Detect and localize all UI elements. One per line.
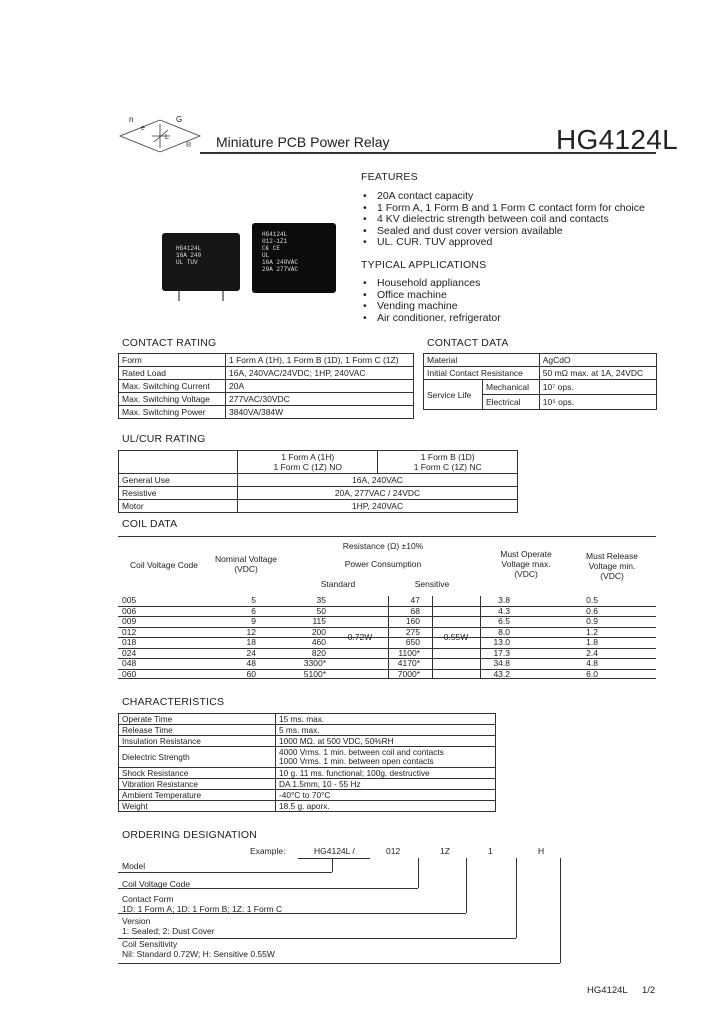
relay-marking: 16A 240VAC (262, 259, 299, 266)
footer-model: HG4124L (587, 985, 628, 996)
table-cell: 10 g. 11 ms. functional; 100g. destructive (276, 768, 496, 779)
table-cell: Motor (119, 500, 238, 513)
features-list (361, 191, 681, 249)
table-cell: 1100* (398, 647, 420, 658)
table-row (118, 606, 656, 617)
header-divider (200, 152, 656, 154)
table-cell: 16A, 240VAC (238, 474, 518, 487)
table-cell: 50 (316, 605, 326, 616)
table-cell: 18 (246, 637, 256, 647)
table-cell: 34.8 (493, 658, 510, 668)
table-row (118, 596, 656, 606)
table-cell: 820 (311, 647, 326, 658)
ordering-part-coil: 012 (386, 846, 401, 856)
table-cell: 24 (246, 647, 256, 658)
table-cell: 50 mΩ max. at 1A, 24VDC (539, 367, 656, 380)
application-item: • Air conditioner, refrigerator (361, 313, 681, 325)
table-cell: 12 (246, 626, 256, 637)
table-cell: 0.5 (586, 595, 598, 605)
relay-marking: 16A 240 (176, 252, 202, 259)
table-cell: 4170* (397, 658, 420, 668)
ordering-contact-form (122, 894, 282, 914)
table-cell: 275 (405, 626, 420, 637)
table-cell: 18.5 g. aporx. (276, 801, 496, 812)
table-row (119, 714, 496, 725)
ordering-line: Version (122, 916, 151, 926)
feature-item: • 20A contact capacity (361, 191, 681, 203)
coil-header-line: Must Operate (500, 549, 552, 559)
table-row (119, 380, 414, 393)
relay-marking: HG4124L (176, 245, 202, 252)
relay-marking: HG4124L (262, 231, 288, 238)
table-cell: Shock Resistance (119, 768, 276, 779)
table-cell: Initial Contact Resistance (424, 367, 540, 380)
table-cell: Service Life (424, 380, 483, 410)
table-cell: 2.4 (586, 647, 598, 658)
table-cell: 048 (122, 658, 137, 668)
coil-header-line: (VDC) (234, 564, 258, 574)
ul-col2-line: 1 Form B (1D) (420, 452, 475, 462)
table-cell: Resistive (119, 487, 238, 500)
ordering-title: ORDERING DESIGNATION (122, 829, 258, 841)
ordering-part-version: 1 (488, 846, 493, 856)
coil-header-operate (482, 549, 570, 579)
table-cell: 3.8 (498, 595, 510, 605)
table-row (118, 659, 656, 670)
ul-col2-line: 1 Form C (1Z) NC (413, 462, 482, 472)
table-row (119, 406, 414, 419)
table-cell: General Use (119, 474, 238, 487)
table-cell: 0.9 (586, 616, 598, 626)
logo-letter: G (176, 115, 183, 124)
application-item: • Office machine (361, 290, 681, 302)
table-cell: Release Time (119, 725, 276, 736)
table-row (119, 367, 414, 380)
relay-marking: UL TUV (176, 259, 198, 266)
coil-power-standard: 0.72W (347, 632, 373, 642)
table-cell: 009 (122, 616, 137, 626)
coil-header-line: Nominal Voltage (215, 554, 277, 564)
table-cell: 200 (311, 626, 326, 637)
coil-rows (118, 596, 656, 679)
table-row (119, 474, 518, 487)
table-cell: 15 ms. max. (276, 714, 496, 725)
features-title: FEATURES (361, 171, 418, 183)
feature-item: • Sealed and dust cover version available (361, 226, 681, 238)
coil-header-resistance: Resistance (Ω) ±10% (342, 541, 424, 551)
table-row (119, 747, 496, 768)
table-cell: 3300* (303, 658, 326, 668)
ordering-part-sensitivity: H (538, 846, 545, 856)
table-row (118, 617, 656, 628)
relay-marking: C€ CE (262, 245, 281, 252)
table-row (119, 354, 414, 367)
table-cell: 5 ms. max. (276, 725, 496, 736)
table-cell: 3840VA/384W (226, 406, 414, 419)
table-row (119, 790, 496, 801)
table-row (119, 393, 414, 406)
ordering-line: Coil Sensitivity (122, 939, 178, 949)
ordering-line: 1: Sealed; 2: Dust Cover (122, 926, 215, 936)
ordering-line: 1D: 1 Form A; 1D: 1 Form B; 1Z: 1 Form C (122, 904, 283, 914)
coil-header-code: Coil Voltage Code (129, 560, 199, 570)
logo-letter: L (165, 134, 169, 141)
coil-header-power: Power Consumption (344, 559, 422, 569)
table-cell (276, 747, 496, 768)
table-cell: 115 (312, 616, 326, 626)
relay-photo (160, 215, 340, 305)
table-cell: Ambient Temperature (119, 790, 276, 801)
table-cell: 10⁵ ops. (539, 395, 656, 410)
characteristics-table (118, 713, 496, 812)
table-cell: Max. Switching Power (119, 406, 226, 419)
table-cell: 1.8 (586, 637, 598, 647)
table-cell: 9 (251, 616, 256, 626)
table-cell: 277VAC/30VDC (226, 393, 414, 406)
table-cell: 1HP, 240VAC (238, 500, 518, 513)
table-cell: 650 (405, 637, 420, 647)
table-cell: 5100* (303, 668, 326, 679)
coil-data-table (118, 536, 656, 686)
relay-right-image (252, 223, 336, 293)
contact-rating-table (118, 353, 414, 419)
table-cell: 460 (311, 637, 326, 647)
contact-rating-title: CONTACT RATING (122, 337, 217, 349)
table-cell: Material (424, 354, 540, 367)
table-cell: 10⁷ ops. (539, 380, 656, 395)
ul-rating-table (118, 450, 518, 513)
coil-header-line: Voltage min. (588, 561, 636, 571)
table-cell: Form (119, 354, 226, 367)
relay-marking: UL (262, 252, 270, 259)
table-cell: 20A, 277VAC / 24VDC (238, 487, 518, 500)
table-cell: -40°C to 70°C (276, 790, 496, 801)
table-row (118, 648, 656, 659)
feature-item: • 4 KV dielectric strength between coil and contacts (361, 214, 681, 226)
table-cell: 68 (410, 605, 420, 616)
table-cell: 13.0 (493, 637, 510, 647)
page-subtitle: Miniature PCB Power Relay (216, 134, 390, 150)
feature-item: • 1 Form A, 1 Form B and 1 Form C contact form for choice (361, 203, 681, 215)
coil-header-nominal (204, 554, 288, 574)
table-row (118, 627, 656, 638)
table-cell: 012 (122, 626, 137, 637)
table-row (424, 354, 657, 367)
ordering-sensitivity (122, 939, 275, 959)
application-item: • Vending machine (361, 301, 681, 313)
table-cell: 35 (316, 595, 326, 605)
contact-data-table (423, 353, 657, 410)
table-cell: 0.6 (586, 605, 598, 616)
ordering-version (122, 916, 215, 936)
characteristics-title: CHARACTERISTICS (122, 696, 225, 708)
logo-letter: e (141, 125, 145, 132)
table-row (119, 801, 496, 812)
page-title: HG4124L (556, 124, 678, 155)
table-cell: 4.3 (498, 605, 510, 616)
coil-header-line: Must Release (586, 551, 638, 561)
table-cell: Operate Time (119, 714, 276, 725)
table-row (119, 487, 518, 500)
table-cell: Mechanical (483, 380, 540, 395)
application-item: • Household appliances (361, 278, 681, 290)
applications-title: TYPICAL APPLICATIONS (361, 259, 487, 271)
table-cell: Weight (119, 801, 276, 812)
table-cell: Max. Switching Current (119, 380, 226, 393)
table-cell: 1000 MΩ. at 500 VDC, 50%RH (276, 736, 496, 747)
ordering-coil-code: Coil Voltage Code (122, 879, 191, 889)
coil-header-release (570, 551, 654, 581)
table-cell: 160 (405, 616, 420, 626)
table-cell (238, 451, 378, 474)
contact-data-title: CONTACT DATA (427, 337, 509, 349)
table-row (119, 725, 496, 736)
table-row (118, 638, 656, 649)
logo-letter: n (129, 115, 134, 124)
table-cell (119, 451, 238, 474)
table-cell: 4.8 (586, 658, 598, 668)
table-row (119, 500, 518, 513)
table-row (118, 669, 656, 679)
ordering-part-model: HG4124L / (314, 846, 355, 856)
table-cell: 17.3 (493, 647, 510, 658)
table-cell: 005 (122, 595, 137, 605)
table-cell: 024 (122, 647, 137, 658)
table-cell: 16A, 240VAC/24VDC; 1HP, 240VAC (226, 367, 414, 380)
applications-list (361, 278, 681, 324)
char-value-line: 4000 Vrms. 1 min. between coil and contacts (279, 746, 444, 757)
table-cell: Max. Switching Voltage (119, 393, 226, 406)
table-cell: 5 (251, 595, 256, 605)
coil-header-sensitive: Sensitive (414, 579, 450, 589)
table-cell: 6.5 (498, 616, 510, 626)
coil-header-line: (VDC) (514, 569, 538, 579)
table-cell (378, 451, 518, 474)
table-row (424, 380, 657, 395)
table-cell: AgCdO (539, 354, 656, 367)
table-cell: 20A (226, 380, 414, 393)
table-cell: 47 (410, 595, 420, 605)
relay-left-image (162, 233, 240, 291)
ordering-part-form: 1Z (440, 846, 450, 856)
ordering-line: Contact Form (122, 894, 174, 904)
table-cell: 48 (246, 658, 256, 668)
table-cell: 1 Form A (1H), 1 Form B (1D), 1 Form C (1Z) (226, 354, 414, 367)
table-row (119, 451, 518, 474)
coil-header-line: (VDC) (600, 571, 624, 581)
coil-header-standard: Standard (320, 579, 356, 589)
feature-item: • UL. CUR. TUV approved (361, 237, 681, 249)
table-cell: Electrical (483, 395, 540, 410)
table-cell: Vibration Resistance (119, 779, 276, 790)
relay-marking: 20A 277VAC (262, 266, 299, 273)
char-value-line: 1000 Vrms. 1 min. between open contacts (279, 756, 434, 766)
table-cell: 018 (122, 637, 137, 647)
ul-col1-line: 1 Form A (1H) (281, 452, 335, 462)
table-row (119, 779, 496, 790)
ordering-example-label: Example: (250, 846, 286, 856)
coil-data-title: COIL DATA (122, 518, 178, 530)
table-cell: Insulation Resistance (119, 736, 276, 747)
ordering-diagram (118, 843, 558, 973)
relay-marking: 012-1Z1 (262, 238, 288, 245)
ordering-model: Model (122, 861, 146, 871)
page-number: 1/2 (642, 985, 656, 996)
coil-header-line: Voltage max. (501, 559, 551, 569)
table-cell: Rated Load (119, 367, 226, 380)
registered-mark: ® (186, 142, 192, 149)
table-cell: Dielectric Strength (119, 747, 276, 768)
table-row (119, 736, 496, 747)
table-cell: 43.2 (493, 668, 510, 679)
table-cell: 8.0 (498, 626, 510, 637)
ul-rating-title: UL/CUR RATING (122, 433, 206, 445)
company-logo (112, 112, 202, 156)
ordering-line: Nil: Standard 0.72W; H: Sensitive 0.55W (122, 949, 275, 959)
table-cell: DA 1.5mm, 10 - 55 Hz (276, 779, 496, 790)
table-cell: 1.2 (586, 626, 598, 637)
table-row (424, 367, 657, 380)
table-cell: 060 (122, 668, 137, 679)
coil-power-sensitive: 0.55W (443, 632, 469, 642)
table-cell: 60 (246, 668, 256, 679)
table-cell: 6.0 (586, 668, 598, 679)
table-cell: 6 (251, 605, 256, 616)
ul-col1-line: 1 Form C (1Z) NO (273, 462, 342, 472)
table-cell: 7000* (397, 668, 420, 679)
table-row (119, 768, 496, 779)
table-cell: 006 (122, 605, 137, 616)
